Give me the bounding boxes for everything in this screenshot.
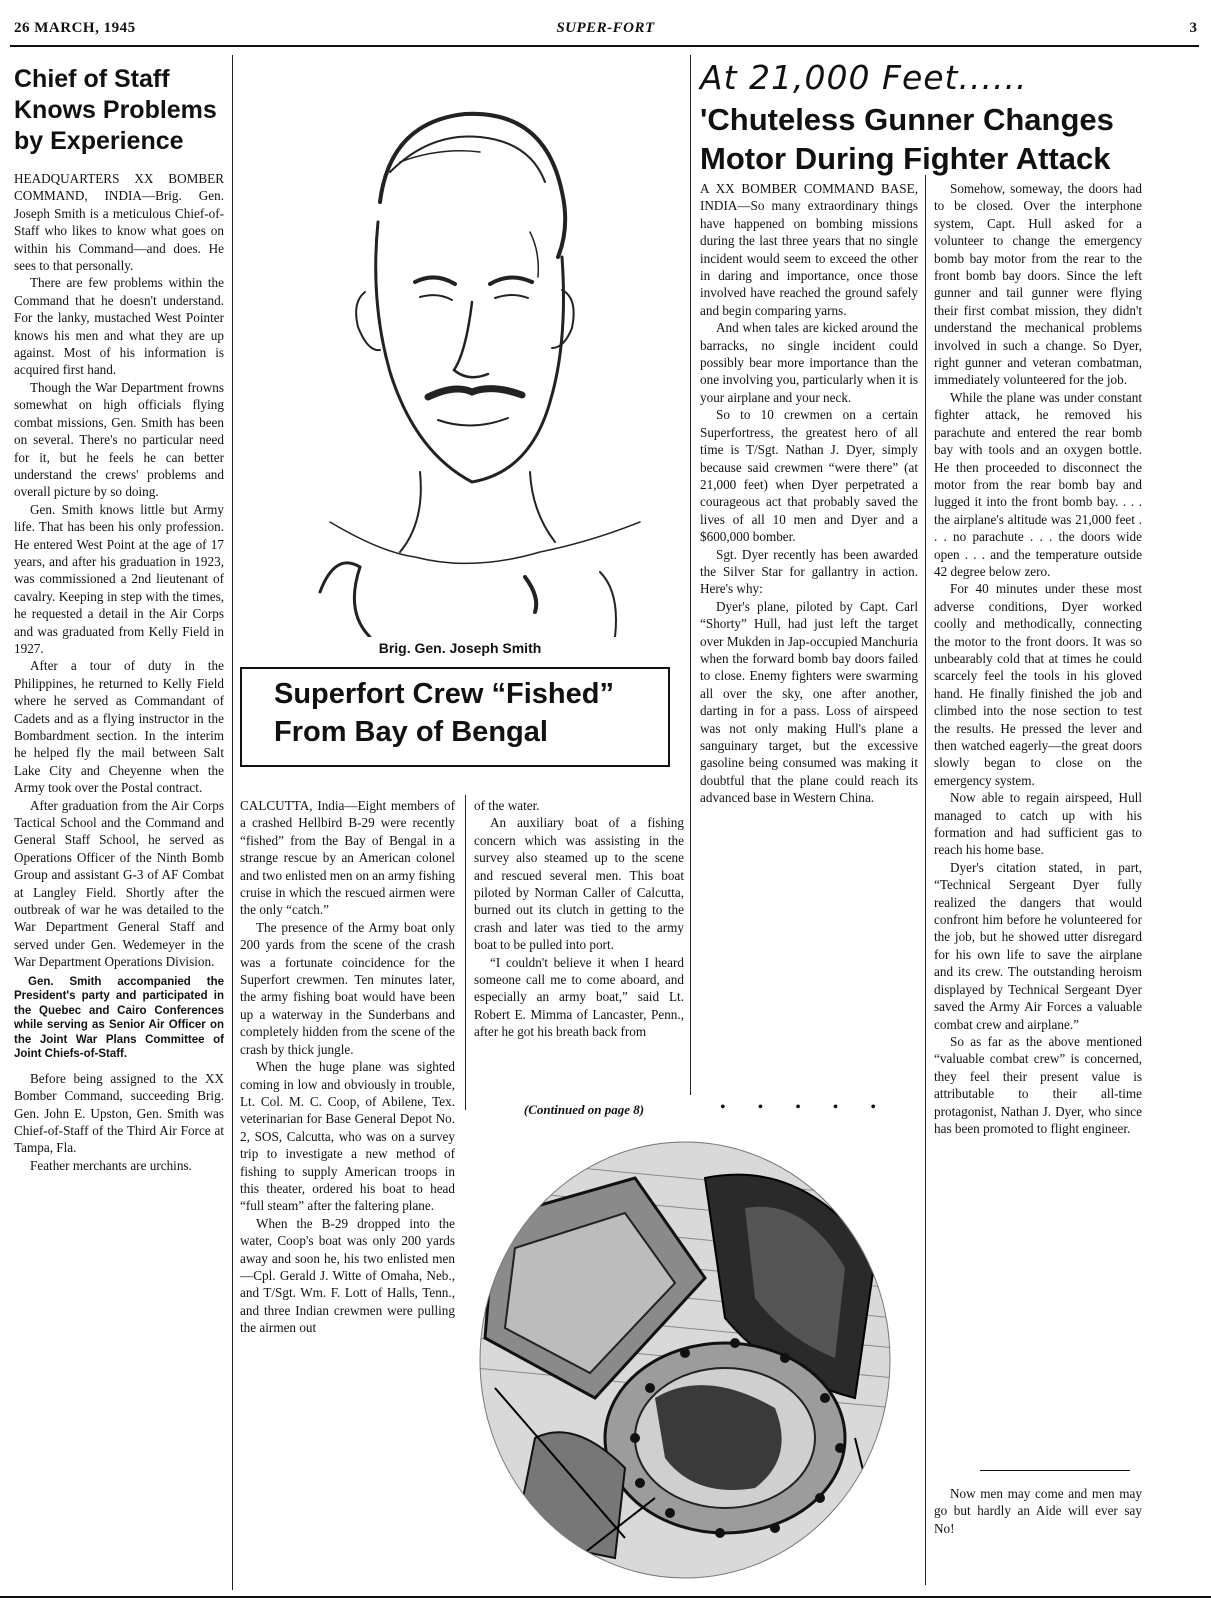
chief-paragraph: HEADQUARTERS XX BOMBER COMMAND, INDIA—Brig. Gen. Joseph Smith is a meticulous Chief-of-Staff who likes to know what goes on within his Command—and does. He sees to that personally. [14, 171, 224, 274]
chute-column-2 [934, 180, 1142, 1137]
chief-paragraph: Gen. Smith knows little but Army life. That has been his only profession. He entered West Point at the age of 17 years, and after his graduation in 1923, was commissioned a 2nd lieutenant of cavalry. Keeping in step with the times, he requested a detail in the Air Corps and was graduated from Kelly Field in 1927. [14, 501, 224, 656]
chief-paragraph: Feather merchants are urchins. [30, 1157, 192, 1173]
superfort-paragraph: CALCUTTA, India—Eight members of a crashed Hellbird B-29 were recently “fished” from the Bay of Bengal in a strange rescue by an American colonel and two enlisted men on an army fishing cruise in which the rescued airmen were the only “catch.” [240, 798, 455, 918]
chute-headline-line2: Motor During Fighter Attack [700, 141, 1111, 176]
chute-paragraph: So to 10 crewmen on a certain Superfortress, the greatest hero of all time is T/Sgt. Nathan J. Dyer, simply because said crewmen “were there” (at 21,000 feet) when Dyer perpetrated a courageous act that probably saved the lives of all 10 men and Dyer and a $600,000 bomber. [700, 407, 918, 545]
column-divider [690, 55, 691, 1095]
masthead [14, 20, 1197, 44]
chief-headline: Chief of Staff Knows Problems by Experience [14, 65, 217, 155]
superfort-headline-line1: Superfort Crew “Fished” [274, 678, 614, 710]
chute-paragraph: Somehow, someway, the doors had to be closed. Over the interphone system, Capt. Hull asked for a volunteer to change the emergency bomb bay motor from the rear to the front bomb bay doors. Since the left gunner and tail gunner were flying their first combat mission, they didn't understand the mechanical problems involved in such a change. So Dyer, right gunner and veteran combatman, immediately volunteered for the job. [934, 181, 1142, 388]
superfort-headline-line2: From Bay of Bengal [274, 716, 548, 748]
superfort-column-1 [240, 797, 455, 1337]
filler-item [934, 1485, 1142, 1537]
column-divider [465, 795, 466, 1110]
chief-note: Gen. Smith accompanied the President's party and participated in the Quebec and Cairo Conferences while serving as Senior Air Officer on the Joint War Plans Committee of Joint Chiefs-of-Staff. [14, 975, 224, 1061]
chief-paragraph: Before being assigned to the XX Bomber Command, succeeding Brig. Gen. John E. Upston, Gen. Smith was Chief-of-Staff of the Third Air Force at Tampa, Fla. [14, 1070, 224, 1156]
superfort-paragraph: of the water. [474, 798, 540, 813]
portrait-caption: Brig. Gen. Joseph Smith [378, 640, 542, 656]
bomb-bay-illustration [475, 1138, 895, 1583]
chute-column-1 [700, 180, 918, 807]
chute-headline-line1: 'Chuteless Gunner Changes [700, 102, 1114, 137]
superfort-headline-box [240, 667, 670, 767]
chute-paragraph: Dyer's plane, piloted by Capt. Carl “Shorty” Hull, had just left the target over Mukden in Jap-occupied Manchuria when the forward bomb bay doors failed to close. Enemy fighters were swarming all over the sky, one after another, darting in for a pass. Loss of airspeed was not only making Hull's plane a sanguinary target, but the excessive gasoline being consumed was making it doubtful that the plane could reach its advanced base in Western China. [700, 598, 918, 806]
paper-name: SUPER-FORT [556, 20, 655, 36]
superfort-paragraph: When the huge plane was sighted coming in low and obviously in trouble, Lt. Col. M. C. Coop, of Abilene, Tex. veterinarian for Base General Depot No. 2, SOS, Calcutta, who was on a survey trip to investigate a new method of fishing to supply American troops in this theater, ordered his boat to head “full steam” after the faltering plane. [240, 1059, 455, 1214]
portrait-sketch [240, 52, 680, 637]
chief-paragraph: Though the War Department frowns somewhat on high officials flying combat missions, Gen. Smith has been on several. There's no particular need for it, but he feels he can better understand the crews' problems and overall picture by so doing. [14, 379, 224, 500]
masthead-rule [10, 45, 1199, 47]
superfort-paragraph: An auxiliary boat of a fishing concern which was assisting in the survey also steamed up to the scene and rescued several men. This boat piloted by Norman Caller of Calcutta, burned out its clutch in getting to the crash and later was tied to the army boat to be pulled into port. [474, 815, 684, 953]
chief-paragraph: After graduation from the Air Corps Tactical School and the Command and General Staff School, he served as Operations Officer of the Ninth Bomb Group and assistant G-3 of AF Combat at Langley Field. Shortly after the outbreak of war he was detailed to the War Department General Staff and served under Gen. Wedemeyer in the War Department Operations Division. [14, 797, 224, 970]
filler-text: Now men may come and men may go but hardly an Aide will ever say No! [934, 1486, 1142, 1536]
chute-paragraph: Now able to regain airspeed, Hull managed to catch up with his formation and had sufficient gas to reach his home base. [934, 790, 1142, 858]
chute-paragraph: A XX BOMBER COMMAND BASE, INDIA—So many extraordinary things have happened on bombing missions during the last three years that no single incident would seem to exceed the other in daring and importance, once those involved have reached the ground safely and begin comparing yarns. [700, 181, 918, 318]
superfort-paragraph: “I couldn't believe it when I heard someone call me to come aboard, and especially an army boat,” said Lt. Robert E. Mimma of Lancaster, Penn., after he got his breath back from [474, 954, 684, 1040]
superfort-column-2 [474, 797, 684, 1041]
section-stars: • • • • • [720, 1099, 891, 1116]
page-bottom-rule [0, 1596, 1211, 1598]
chute-kicker: At 21,000 Feet...... [700, 58, 1028, 97]
chute-paragraph: While the plane was under constant fighter attack, he removed his parachute and entered the rear bomb bay with tools and an oxygen bottle. He then proceeded to disconnect the motor from the rear bomb bay and lugged it into the front bomb bay. . . . the airplane's altitude was 21,000 feet . . . no parachute . . . the doors wide open . . . and the temperature outside 42 degree below zero. [934, 389, 1142, 579]
chief-paragraph: After a tour of duty in the Philippines, he returned to Kelly Field where he served as Commandant of Cadets and as a flying instructor in the Bombardment section. In the interim he helped fly the mail between Salt Lake City and Cheyenne when the Army took over the Postal contract. [14, 658, 224, 796]
chief-paragraph: There are few problems within the Command that he doesn't understand. For the lanky, mustached West Pointer knows his men and what they are up against. Most of his information is acquired first hand. [14, 275, 224, 378]
column-divider [925, 175, 926, 1585]
continued-note: (Continued on page 8) [523, 1102, 645, 1117]
superfort-paragraph: The presence of the Army boat only 200 yards from the scene of the crash was a fortunate coincidence for the Superfort crewmen. Ten minutes later, the army fishing boat would have been up a waterway in the Sunderbans and completely hidden from the scene of the crash by thick jungle. [240, 919, 455, 1057]
page-number: 3 [1189, 20, 1197, 36]
chute-paragraph: Dyer's citation stated, in part, “Technical Sergeant Dyer fully realized the dangers that would confront him before he volunteered for the job, but he showed utter disregard for his own life to save the airplane and its crew. The outstanding heroism displayed by Technical Sergeant Dyer saved the Army Air Forces a valuable combat crew and airplane.” [934, 859, 1142, 1032]
superfort-paragraph: When the B-29 dropped into the water, Coop's boat was only 200 yards away and soon he, his two enlisted men—Cpl. Gerald J. Witte of Omaha, Neb., and T/Sgt. Wm. F. Lott of Halls, Tenn., and three Indian crewmen were pulling the airmen out [240, 1215, 455, 1336]
chute-paragraph: Sgt. Dyer recently has been awarded the Silver Star for gallantry in action. Here's why: [700, 546, 918, 597]
chute-paragraph: So as far as the above mentioned “valuable combat crew” is concerned, they feel their present value is attributable to their all-time protagonist, Nathan J. Dyer, who since has been promoted to flight engineer. [934, 1033, 1142, 1136]
chute-paragraph: And when tales are kicked around the barracks, no single incident could possibly bear more importance than the one involving you, particularly when it is your airplane and your neck. [700, 320, 918, 405]
chute-headline [700, 100, 1200, 178]
chief-article [14, 170, 224, 1174]
column-divider [232, 55, 233, 1590]
filler-rule [980, 1470, 1130, 1471]
chute-paragraph: For 40 minutes under these most adverse conditions, Dyer worked coolly and methodically, connecting the motor to the front doors. It was so unbearably cold that at times he could scarcely feel the tools in his gloved hand. He finally finished the job and climbed into the nose section to test the results. He pressed the lever and then watched eagerly—the great doors slowly began to close on the emergency system. [934, 581, 1142, 788]
issue-date: 26 MARCH, 1945 [14, 20, 136, 36]
